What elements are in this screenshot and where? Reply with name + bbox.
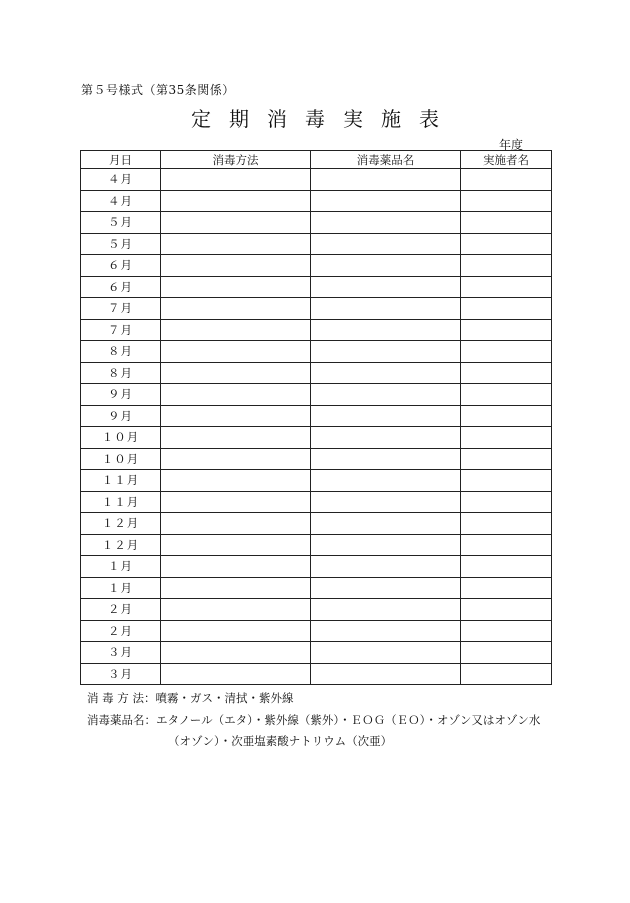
method-cell[interactable] [161, 513, 311, 535]
operator-name-cell[interactable] [461, 599, 552, 621]
drug-name-cell[interactable] [311, 642, 461, 664]
drug-note [87, 710, 540, 732]
drug-name-cell[interactable] [311, 534, 461, 556]
method-cell[interactable] [161, 642, 311, 664]
table-row [81, 190, 552, 212]
method-note-label: 消 毒 方 法： [87, 691, 156, 705]
table-row [81, 577, 552, 599]
month-cell: ６月 [81, 255, 161, 277]
table-row [81, 298, 552, 320]
drug-name-cell[interactable] [311, 448, 461, 470]
table-row [81, 642, 552, 664]
table-row [81, 169, 552, 191]
operator-name-cell[interactable] [461, 276, 552, 298]
operator-name-cell[interactable] [461, 556, 552, 578]
drug-name-cell[interactable] [311, 513, 461, 535]
table-row [81, 276, 552, 298]
operator-name-cell[interactable] [461, 491, 552, 513]
table-row [81, 341, 552, 363]
header-drug-name: 消毒薬品名 [311, 151, 461, 169]
method-cell[interactable] [161, 663, 311, 685]
drug-note-value-line1: エタノール（エタ）・紫外線（紫外）・ＥＯＧ（ＥＯ）・オゾン又はオゾン水 [156, 712, 541, 727]
operator-name-cell[interactable] [461, 448, 552, 470]
table-row [81, 233, 552, 255]
operator-name-cell[interactable] [461, 513, 552, 535]
method-cell[interactable] [161, 556, 311, 578]
drug-name-cell[interactable] [311, 620, 461, 642]
table-row [81, 534, 552, 556]
operator-name-cell[interactable] [461, 190, 552, 212]
method-cell[interactable] [161, 620, 311, 642]
table-row [81, 448, 552, 470]
operator-name-cell[interactable] [461, 255, 552, 277]
month-cell: １１月 [81, 470, 161, 492]
drug-name-cell[interactable] [311, 212, 461, 234]
drug-name-cell[interactable] [311, 190, 461, 212]
operator-name-cell[interactable] [461, 298, 552, 320]
method-cell[interactable] [161, 405, 311, 427]
drug-note-label: 消毒薬品名： [87, 712, 156, 727]
header-operator-name: 実施者名 [461, 151, 552, 169]
drug-name-cell[interactable] [311, 362, 461, 384]
table-row [81, 620, 552, 642]
drug-name-cell[interactable] [311, 470, 461, 492]
method-cell[interactable] [161, 319, 311, 341]
drug-name-cell[interactable] [311, 169, 461, 191]
fiscal-year-label: 年度 [499, 138, 524, 152]
month-cell: ７月 [81, 298, 161, 320]
operator-name-cell[interactable] [461, 362, 552, 384]
method-cell[interactable] [161, 233, 311, 255]
drug-note-continuation [87, 731, 540, 753]
drug-name-cell[interactable] [311, 384, 461, 406]
method-cell[interactable] [161, 212, 311, 234]
drug-name-cell[interactable] [311, 405, 461, 427]
method-cell[interactable] [161, 169, 311, 191]
operator-name-cell[interactable] [461, 169, 552, 191]
method-cell[interactable] [161, 190, 311, 212]
header-date: 月日 [81, 151, 161, 169]
month-cell: ７月 [81, 319, 161, 341]
notes [87, 688, 540, 753]
table-row [81, 319, 552, 341]
month-cell: ５月 [81, 212, 161, 234]
table-row [81, 470, 552, 492]
method-cell[interactable] [161, 384, 311, 406]
drug-name-cell[interactable] [311, 577, 461, 599]
table-row [81, 556, 552, 578]
month-cell: １１月 [81, 491, 161, 513]
operator-name-cell[interactable] [461, 319, 552, 341]
month-cell: ６月 [81, 276, 161, 298]
table-row [81, 427, 552, 449]
method-cell[interactable] [161, 470, 311, 492]
operator-name-cell[interactable] [461, 384, 552, 406]
month-cell: １０月 [81, 448, 161, 470]
table-row [81, 513, 552, 535]
month-cell: ３月 [81, 663, 161, 685]
table-row [81, 491, 552, 513]
operator-name-cell[interactable] [461, 663, 552, 685]
month-cell: １０月 [81, 427, 161, 449]
month-cell: ８月 [81, 362, 161, 384]
method-cell[interactable] [161, 577, 311, 599]
method-cell[interactable] [161, 427, 311, 449]
drug-note-value-line2: （オゾン）・次亜塩素酸ナトリウム（次亜） [168, 734, 393, 748]
method-note-value: 噴霧・ガス・清拭・紫外線 [155, 691, 294, 705]
method-cell[interactable] [161, 298, 311, 320]
month-cell: ５月 [81, 233, 161, 255]
operator-name-cell[interactable] [461, 642, 552, 664]
table-row [81, 255, 552, 277]
drug-name-cell[interactable] [311, 556, 461, 578]
month-cell: １２月 [81, 534, 161, 556]
operator-name-cell[interactable] [461, 212, 552, 234]
method-cell[interactable] [161, 448, 311, 470]
operator-name-cell[interactable] [461, 405, 552, 427]
month-cell: ４月 [81, 169, 161, 191]
month-cell: ４月 [81, 190, 161, 212]
method-note [87, 688, 540, 710]
drug-name-cell[interactable] [311, 276, 461, 298]
disinfection-log-table [80, 150, 552, 685]
operator-name-cell[interactable] [461, 341, 552, 363]
drug-name-cell[interactable] [311, 491, 461, 513]
header-method: 消毒方法 [161, 151, 311, 169]
month-cell: ２月 [81, 620, 161, 642]
month-cell: ２月 [81, 599, 161, 621]
month-cell: １月 [81, 556, 161, 578]
month-cell: ９月 [81, 384, 161, 406]
table-row [81, 599, 552, 621]
drug-name-cell[interactable] [311, 341, 461, 363]
operator-name-cell[interactable] [461, 620, 552, 642]
operator-name-cell[interactable] [461, 427, 552, 449]
drug-name-cell[interactable] [311, 319, 461, 341]
operator-name-cell[interactable] [461, 577, 552, 599]
month-cell: ３月 [81, 642, 161, 664]
page-title: 定期消毒実施表 [191, 107, 457, 131]
drug-name-cell[interactable] [311, 663, 461, 685]
table-row [81, 663, 552, 685]
method-cell[interactable] [161, 255, 311, 277]
drug-name-cell[interactable] [311, 427, 461, 449]
table-row [81, 405, 552, 427]
operator-name-cell[interactable] [461, 470, 552, 492]
method-cell[interactable] [161, 534, 311, 556]
operator-name-cell[interactable] [461, 534, 552, 556]
form-number: 第５号様式（第35条関係） [81, 83, 235, 97]
method-cell[interactable] [161, 362, 311, 384]
table-row [81, 384, 552, 406]
drug-name-cell[interactable] [311, 233, 461, 255]
month-cell: ８月 [81, 341, 161, 363]
drug-name-cell[interactable] [311, 255, 461, 277]
table-row [81, 212, 552, 234]
table-row [81, 362, 552, 384]
operator-name-cell[interactable] [461, 233, 552, 255]
method-cell[interactable] [161, 599, 311, 621]
drug-name-cell[interactable] [311, 599, 461, 621]
month-cell: １月 [81, 577, 161, 599]
method-cell[interactable] [161, 341, 311, 363]
method-cell[interactable] [161, 491, 311, 513]
month-cell: ９月 [81, 405, 161, 427]
month-cell: １２月 [81, 513, 161, 535]
method-cell[interactable] [161, 276, 311, 298]
table-header-row [81, 151, 552, 169]
drug-name-cell[interactable] [311, 298, 461, 320]
